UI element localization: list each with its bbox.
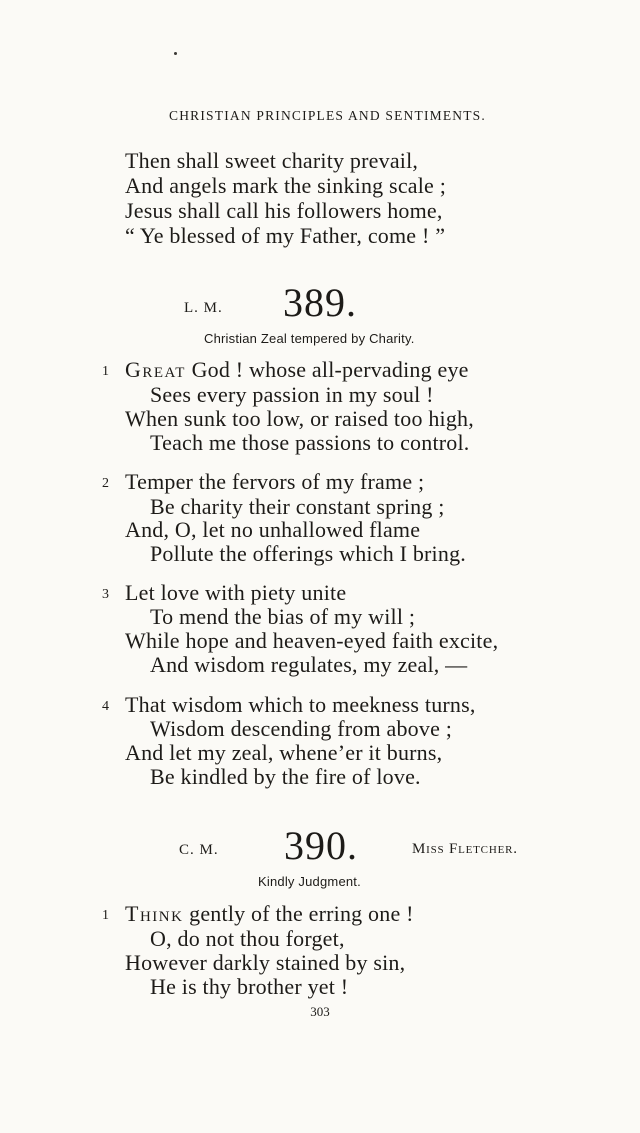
hymn-number: 389. bbox=[283, 280, 357, 325]
verse-line: And let my zeal, whene’er it burns, bbox=[125, 740, 443, 765]
first-line-rest: gently of the erring one ! bbox=[183, 901, 414, 926]
first-word: Think bbox=[125, 901, 184, 926]
verse-line: When sunk too low, or raised too high, bbox=[125, 406, 474, 431]
verse-line: Be kindled by the fire of love. bbox=[150, 764, 421, 789]
stanza-number: 3 bbox=[102, 587, 109, 602]
hymn-meter: C. M. bbox=[179, 842, 219, 858]
verse-line: To mend the bias of my will ; bbox=[150, 604, 416, 629]
running-head: CHRISTIAN PRINCIPLES AND SENTIMENTS. bbox=[169, 108, 486, 123]
first-word: Great bbox=[125, 357, 186, 382]
verse-line: Jesus shall call his followers home, bbox=[125, 198, 443, 223]
verse-line: While hope and heaven-eyed faith excite, bbox=[125, 628, 499, 653]
verse-line: Temper the fervors of my frame ; bbox=[125, 469, 425, 494]
verse-line: “ Ye blessed of my Father, come ! ” bbox=[125, 223, 446, 248]
stanza-number: 4 bbox=[102, 699, 109, 714]
stanza-number: 1 bbox=[102, 364, 109, 379]
verse-line: And angels mark the sinking scale ; bbox=[125, 173, 447, 198]
ink-speck bbox=[174, 52, 177, 55]
verse-line: However darkly stained by sin, bbox=[125, 950, 406, 975]
verse-line: Then shall sweet charity prevail, bbox=[125, 148, 419, 173]
verse-line: O, do not thou forget, bbox=[150, 926, 345, 951]
verse-line bbox=[125, 901, 414, 927]
page-number: 303 bbox=[310, 1004, 330, 1019]
verse-line bbox=[125, 357, 469, 383]
verse-line: Be charity their constant spring ; bbox=[150, 494, 445, 519]
verse-line: Teach me those passions to control. bbox=[150, 430, 470, 455]
verse-line: And wisdom regulates, my zeal, — bbox=[150, 652, 468, 677]
hymn-subtitle: Christian Zeal tempered by Charity. bbox=[204, 331, 415, 346]
verse-line: Sees every passion in my soul ! bbox=[150, 382, 434, 407]
verse-line: Wisdom descending from above ; bbox=[150, 716, 453, 741]
verse-line: Pollute the offerings which I bring. bbox=[150, 541, 466, 566]
stanza-number: 1 bbox=[102, 908, 109, 923]
stanza-number: 2 bbox=[102, 476, 109, 491]
verse-line: Let love with piety unite bbox=[125, 580, 347, 605]
hymn-number: 390. bbox=[284, 823, 358, 868]
verse-line: He is thy brother yet ! bbox=[150, 974, 349, 999]
hymn-author: Miss Fletcher. bbox=[412, 841, 518, 857]
hymn-meter: L. M. bbox=[184, 300, 223, 316]
verse-line: And, O, let no unhallowed flame bbox=[125, 517, 421, 542]
first-line-rest: God ! whose all-pervading eye bbox=[185, 357, 469, 382]
verse-line: That wisdom which to meekness turns, bbox=[125, 692, 476, 717]
hymn-subtitle: Kindly Judgment. bbox=[258, 874, 361, 889]
